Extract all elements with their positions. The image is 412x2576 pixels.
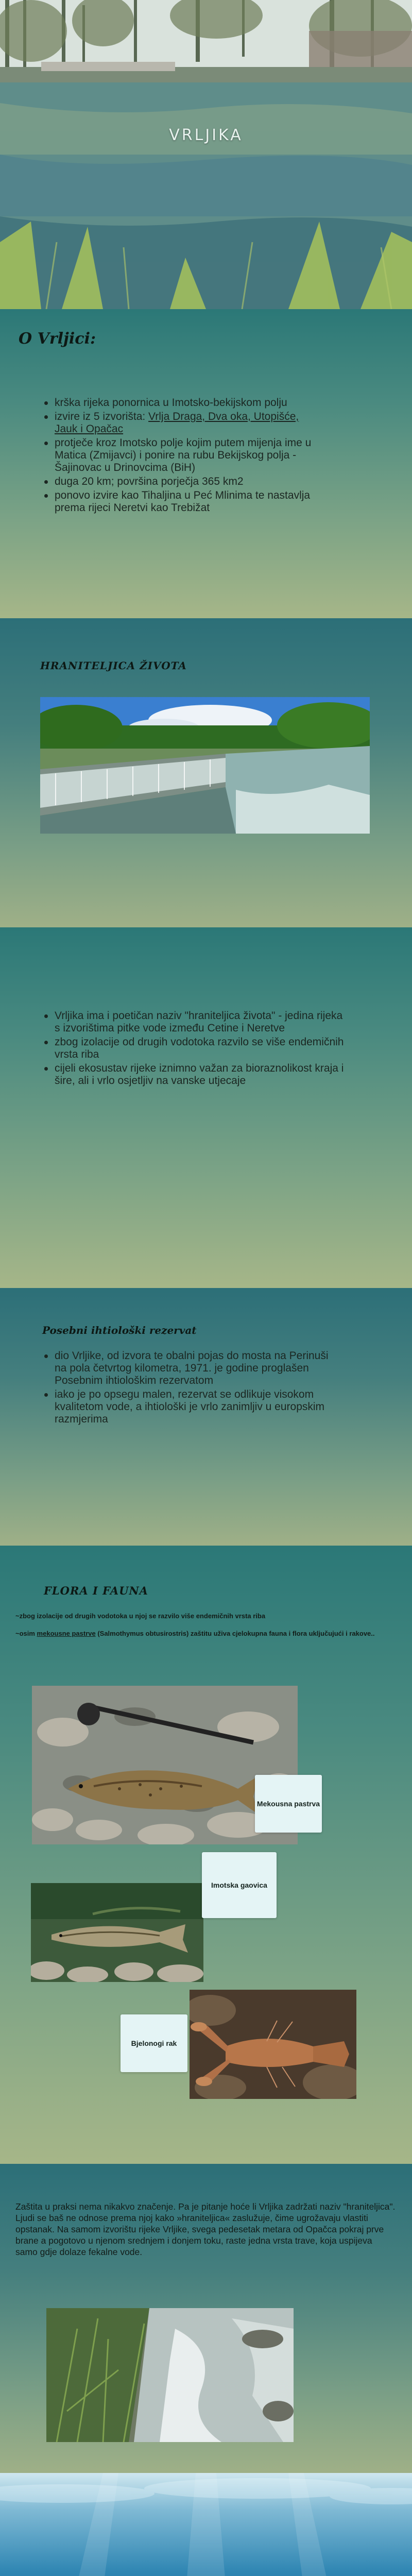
about-section (0, 309, 412, 618)
about-item-text: protječe kroz Imotsko polje kojim putem mijenja ime u Matica (Zmijavci) i ponire na rubu Bekijskog polja - Šajinovac u Drinovcima (BiH) (55, 437, 312, 473)
reserve-item: dio Vrljike, od izvora te obalni pojas do mosta na Perinuši na pola četvrtog kilometra, 1971. je godine proglašen Posebnim ihtiološkim rezervatom (41, 1350, 330, 1387)
about-list (41, 397, 319, 516)
protection-section (0, 2164, 412, 2473)
flora-fauna-heading: FLORA I FAUNA (44, 1584, 148, 1597)
hero-section (0, 0, 412, 309)
flora-line-2-pre: ~osim (15, 1630, 37, 1637)
hraniteljica-section (0, 618, 412, 927)
about-item-text: krška rijeka ponornica u Imotsko-bekijskom polju (55, 397, 287, 409)
gaovica-label-card: Imotska gaovica (202, 1852, 277, 1918)
flora-line-2-post: (Salmothymus obtusirostris) zaštitu uživa cjelokupna fauna i flora uključujući i rakove.. (95, 1630, 375, 1637)
about-item-text: izvire iz 5 izvorišta: (55, 411, 149, 422)
underwater-graphic (0, 2473, 412, 2576)
about-item (41, 489, 319, 514)
endemics-list (41, 1010, 350, 1089)
water-day-section (0, 2473, 412, 2576)
about-item-text: ponovo izvire kao Tihaljina u Peć Mlinima te nastavlja prema rijeci Neretvi kao Trebižat (55, 489, 311, 514)
polluted-bank-photo (46, 2308, 294, 2442)
endemics-item: zbog izolacije od drugih vodotoka razvilo se više endemičnih vrsta riba (41, 1036, 350, 1061)
gaovica-photo (31, 1883, 203, 1982)
about-item-text: duga 20 km; površina porječja 365 km2 (55, 476, 244, 487)
endemics-section (0, 927, 412, 1288)
about-item (41, 411, 319, 435)
protection-text: Zaštita u praksi nema nikakvo značenje. Pa je pitanje hoće li Vrljika zadržati naziv "hraniteljica". Ljudi se baš ne odnose prema njoj kako »hraniteljica« zaslužuje, čime ugrožavaju vlastiti opstanak. Na samom izvorištu rijeke Vrljike, svega pedesetak metara od Opačca pokraj prve brane a pogotovo u njenom srednjem i donjem toku, raste jedna vrsta trave, koja uspijeva samo gdje dolaze fekalne vode. (15, 2201, 396, 2257)
reserve-list (41, 1350, 330, 1427)
reserve-heading: Posebni ihtiološki rezervat (42, 1324, 197, 1336)
flora-line-1: ~zbog izolacije od drugih vodotoka u njoj se razvilo više endemičnih vrsta riba (15, 1612, 266, 1620)
crayfish-label-card: Bjelonogi rak (121, 2014, 187, 2072)
hraniteljica-heading: HRANITELJICA ŽIVOTA (40, 659, 187, 672)
about-item (41, 397, 319, 409)
page-title: VRLJIKA (169, 126, 243, 144)
springs-links[interactable]: Vrlja Draga, Dva oka, Utopišće, Jauk i Opačac (55, 411, 299, 435)
flora-fauna-section (0, 1546, 412, 2164)
flora-line-2 (15, 1629, 386, 1638)
hero-river-photo (0, 0, 412, 309)
endemics-item: Vrljika ima i poetičan naziv "hraniteljica života" - jedina rijeka s izvorištima pitke vode između Cetine i Neretve (41, 1010, 350, 1035)
endemics-item: cijeli ekosustav rijeke iznimno važan za bioraznolikost kraja i šire, ali i vrlo osjetljiv na vanske utjecaje (41, 1062, 350, 1087)
trout-link[interactable]: mekousne pastrve (37, 1630, 96, 1637)
about-item (41, 437, 319, 474)
reserve-section (0, 1288, 412, 1546)
crayfish-photo (190, 1990, 356, 2099)
about-item (41, 476, 319, 488)
weir-photo (40, 697, 370, 834)
trout-label-card: Mekousna pastrva (255, 1775, 322, 1833)
about-heading: O Vrljici: (19, 330, 96, 348)
reserve-item: iako je po opsegu malen, rezervat se odlikuje visokom kvalitetom vode, a ihtiološki je vrlo zanimljiv u europskim razmjerima (41, 1388, 330, 1426)
